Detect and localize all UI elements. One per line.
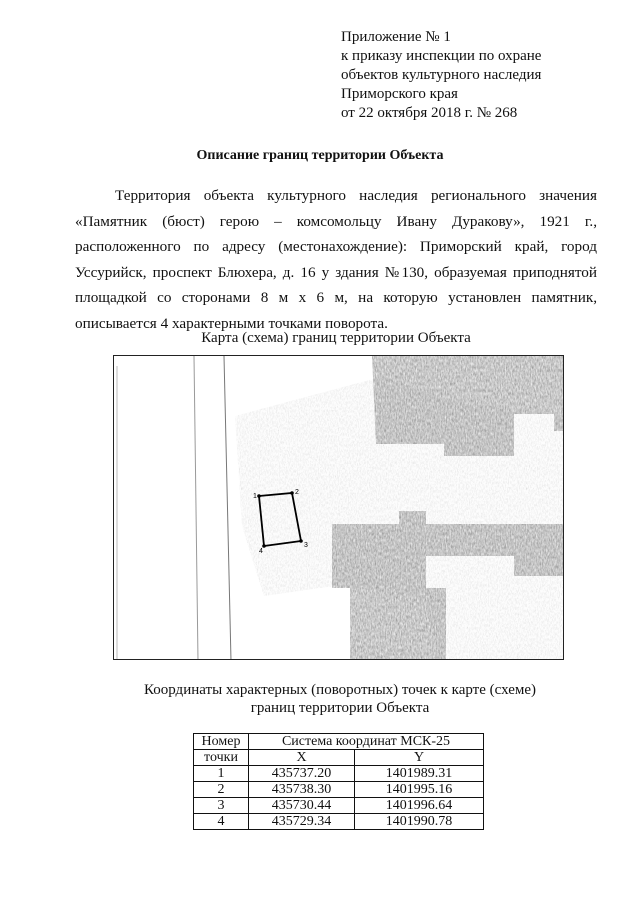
point-label: 4 bbox=[259, 548, 263, 555]
cell-y: 1401990.78 bbox=[355, 814, 484, 830]
appendix-line: Приложение № 1 bbox=[341, 29, 451, 45]
header-number: Номер bbox=[194, 734, 249, 750]
description-paragraph: Территория объекта культурного наследия регионального значения «Памятник (бюст) герою – комсомольцу Ивану Дуракову», 1921 г., расположенного по адресу (местонахождение): Приморский край, город Уссурийск, проспект Блюхера, д. 16 у здания №130, образуемая приподнятой площадкой со сторонами 8 м х 6 м, на которую установлен памятник, описывается 4 характерными точками поворота. bbox=[75, 187, 597, 332]
cell-y: 1401996.64 bbox=[355, 798, 484, 814]
table-row bbox=[194, 798, 484, 814]
boundary-map bbox=[113, 355, 564, 660]
table-row bbox=[194, 782, 484, 798]
table-row bbox=[194, 814, 484, 830]
map-caption: Карта (схема) границ территории Объекта bbox=[201, 330, 471, 346]
point-label: 1 bbox=[253, 493, 257, 500]
appendix-line: Приморского края bbox=[341, 86, 458, 102]
boundary-point bbox=[299, 539, 303, 543]
point-label: 3 bbox=[304, 542, 308, 549]
header-point: точки bbox=[194, 750, 249, 766]
boundary-point bbox=[290, 491, 294, 495]
appendix-line: объектов культурного наследия bbox=[341, 67, 542, 83]
appendix-header bbox=[341, 28, 541, 123]
cell-x: 435737.20 bbox=[249, 766, 355, 782]
table-row bbox=[194, 766, 484, 782]
header-coordinate-system: Система координат МСК-25 bbox=[249, 734, 484, 750]
table-header-row bbox=[194, 750, 484, 766]
coordinates-caption-line: Координаты характерных (поворотных) точек к карте (схеме) bbox=[144, 682, 536, 698]
coordinates-caption-line: границ территории Объекта bbox=[250, 700, 430, 716]
coordinates-table bbox=[193, 733, 484, 830]
cell-point-number: 2 bbox=[194, 782, 249, 798]
table-header-row bbox=[194, 734, 484, 750]
boundary-point bbox=[257, 494, 261, 498]
cell-x: 435730.44 bbox=[249, 798, 355, 814]
document-title: Описание границ территории Объекта bbox=[196, 148, 444, 163]
cell-point-number: 1 bbox=[194, 766, 249, 782]
cell-point-number: 3 bbox=[194, 798, 249, 814]
header-x: X bbox=[249, 750, 355, 766]
cell-y: 1401989.31 bbox=[355, 766, 484, 782]
header-y: Y bbox=[355, 750, 484, 766]
coordinates-caption bbox=[0, 681, 640, 717]
appendix-line: от 22 октября 2018 г. № 268 bbox=[341, 105, 518, 121]
cell-x: 435729.34 bbox=[249, 814, 355, 830]
point-label: 2 bbox=[295, 489, 299, 496]
cell-y: 1401995.16 bbox=[355, 782, 484, 798]
cell-x: 435738.30 bbox=[249, 782, 355, 798]
map-graphic bbox=[114, 356, 564, 660]
cell-point-number: 4 bbox=[194, 814, 249, 830]
appendix-line: к приказу инспекции по охране bbox=[341, 48, 542, 64]
